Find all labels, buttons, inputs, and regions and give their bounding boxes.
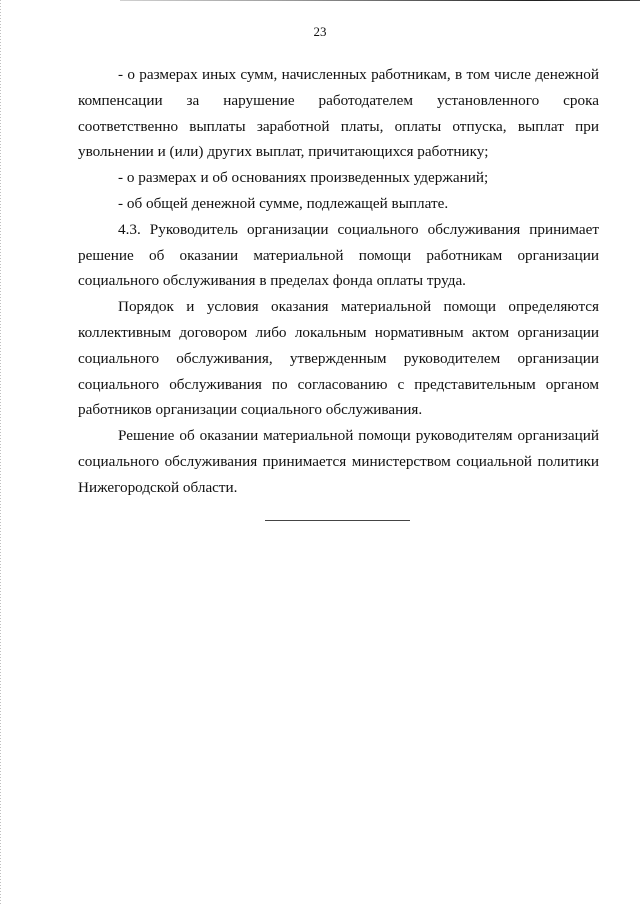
list-item-total-sum: - об общей денежной сумме, подлежащей выплате. [118, 194, 449, 212]
paragraph-4-3: 4.3. Руководитель организации социального обслуживания принимает решение об оказании материальной помощи работникам организации социального обслуживания в пределах фонда оплаты труда. [78, 220, 599, 290]
document-body [78, 62, 599, 501]
paragraph-procedure: Порядок и условия оказания материальной помощи определяются коллективным договором либо локальным нормативным актом организации социального обслуживания, утвержденным руководителем организации социального обслуживания по согласованию с представительным органом работников организации социального обслуживания. [78, 298, 599, 419]
list-item-other-sums: - о размерах иных сумм, начисленных работникам, в том числе денежной компенсации за нарушение работодателем установленного срока соответственно выплаты заработной платы, оплаты отпуска, выплат при увольнении и (или) других выплат, причитающихся работнику; [78, 66, 599, 161]
list-item-deductions: - о размерах и об основаниях произведенных удержаний; [118, 169, 489, 187]
scan-left-edge [0, 0, 1, 905]
scan-top-edge [120, 0, 640, 1]
end-separator-line [265, 520, 410, 521]
paragraph-decision: Решение об оказании материальной помощи руководителям организаций социального обслуживания принимается министерством социальной политики Нижегородской области. [78, 427, 599, 496]
page-number: 23 [313, 24, 327, 39]
